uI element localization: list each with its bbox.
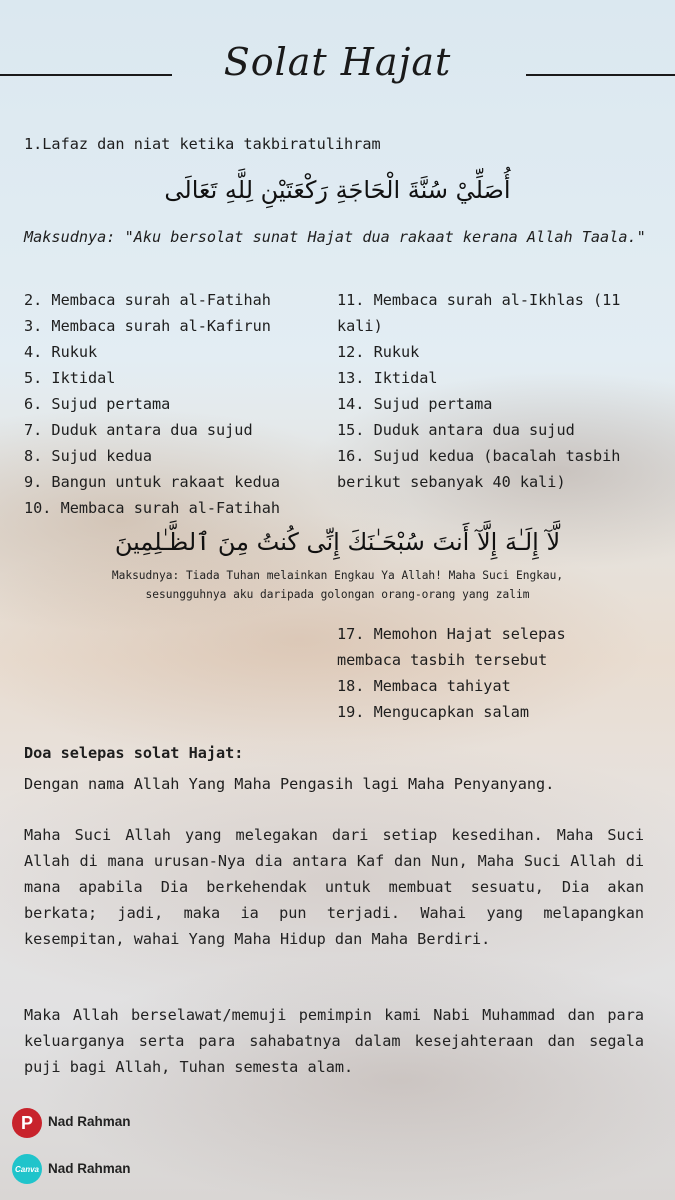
step-1-label: 1.Lafaz dan niat ketika takbiratulihram xyxy=(24,135,381,153)
tasbih-meaning-1: Maksudnya: Tiada Tuhan melainkan Engkau Ya Allah! Maha Suci Engkau, xyxy=(111,569,564,582)
doa-paragraph-2: Maha Suci Allah yang melegakan dari setiap kesedihan. Maha Suci Allah di mana urusan-Nya dia antara Kaf dan Nun, Maha Suci Allah di mana apabila Dia berkehendak untuk membuat sesuatu, Dia akan berkata; jadi, maka ia pun terjadi. Wahai yang melapangkan kesempitan, wahai Yang Maha Hidup dan Maha Berdiri. xyxy=(24,826,644,948)
list-item: 6. Sujud pertama xyxy=(24,395,171,413)
niat-arabic: أُصَلِّيْ سُنَّةَ الْحَاجَةِ رَكْعَتَيْنِ لِلَّهِ تَعَالَى xyxy=(164,176,511,204)
list-item: 2. Membaca surah al-Fatihah xyxy=(24,291,271,309)
list-item: 3. Membaca surah al-Kafirun xyxy=(24,317,271,335)
steps-final-list xyxy=(337,621,566,725)
steps-left-list xyxy=(24,287,280,521)
list-item: 11. Membaca surah al-Ikhlas (11 xyxy=(337,291,621,309)
page-title: Solat Hajat xyxy=(223,40,452,84)
list-item: 5. Iktidal xyxy=(24,369,116,387)
canva-glyph: Canva xyxy=(14,1164,39,1174)
tasbih-arabic: لَّآ إِلَـٰهَ إِلَّآ أَنتَ سُبْحَـٰنَكَ إِنِّى كُنتُ مِنَ ٱلظَّـٰلِمِينَ xyxy=(114,528,561,556)
list-item: kali) xyxy=(337,317,383,335)
list-item: 19. Mengucapkan salam xyxy=(337,703,530,721)
tasbih-meaning-2: sesungguhnya aku daripada golongan orang-orang yang zalim xyxy=(145,588,530,601)
canva-icon xyxy=(12,1154,42,1184)
list-item: 7. Duduk antara dua sujud xyxy=(24,421,253,439)
list-item: 18. Membaca tahiyat xyxy=(337,677,511,695)
niat-meaning: Maksudnya: "Aku bersolat sunat Hajat dua rakaat kerana Allah Taala." xyxy=(24,228,646,246)
steps-right-list xyxy=(337,287,620,495)
pinterest-glyph: P xyxy=(20,1112,33,1133)
list-item: 4. Rukuk xyxy=(24,343,98,361)
doa-paragraph-3: Maka Allah berselawat/memuji pemimpin kami Nabi Muhammad dan para keluarganya serta para sahabatnya dalam kesejahteraan dan segala puji bagi Allah, Tuhan semesta alam. xyxy=(24,1006,644,1076)
list-item: berikut sebanyak 40 kali) xyxy=(337,473,566,491)
list-item: membaca tasbih tersebut xyxy=(337,651,548,669)
doa-heading: Doa selepas solat Hajat: xyxy=(24,744,244,762)
list-item: 10. Membaca surah al-Fatihah xyxy=(24,499,281,517)
pinterest-author: Nad Rahman xyxy=(48,1114,131,1129)
list-item: 16. Sujud kedua (bacalah tasbih xyxy=(337,447,621,465)
list-item: 9. Bangun untuk rakaat kedua xyxy=(24,473,281,491)
doa-paragraph-1: Dengan nama Allah Yang Maha Pengasih lagi Maha Penyanyang. xyxy=(24,775,555,793)
list-item: 14. Sujud pertama xyxy=(337,395,493,413)
list-item: 13. Iktidal xyxy=(337,369,438,387)
list-item: 17. Memohon Hajat selepas xyxy=(337,625,566,643)
list-item: 12. Rukuk xyxy=(337,343,420,361)
canva-author: Nad Rahman xyxy=(48,1161,131,1176)
header-rule-right xyxy=(526,74,675,76)
list-item: 15. Duduk antara dua sujud xyxy=(337,421,575,439)
list-item: 8. Sujud kedua xyxy=(24,447,153,465)
pinterest-icon xyxy=(12,1108,42,1138)
